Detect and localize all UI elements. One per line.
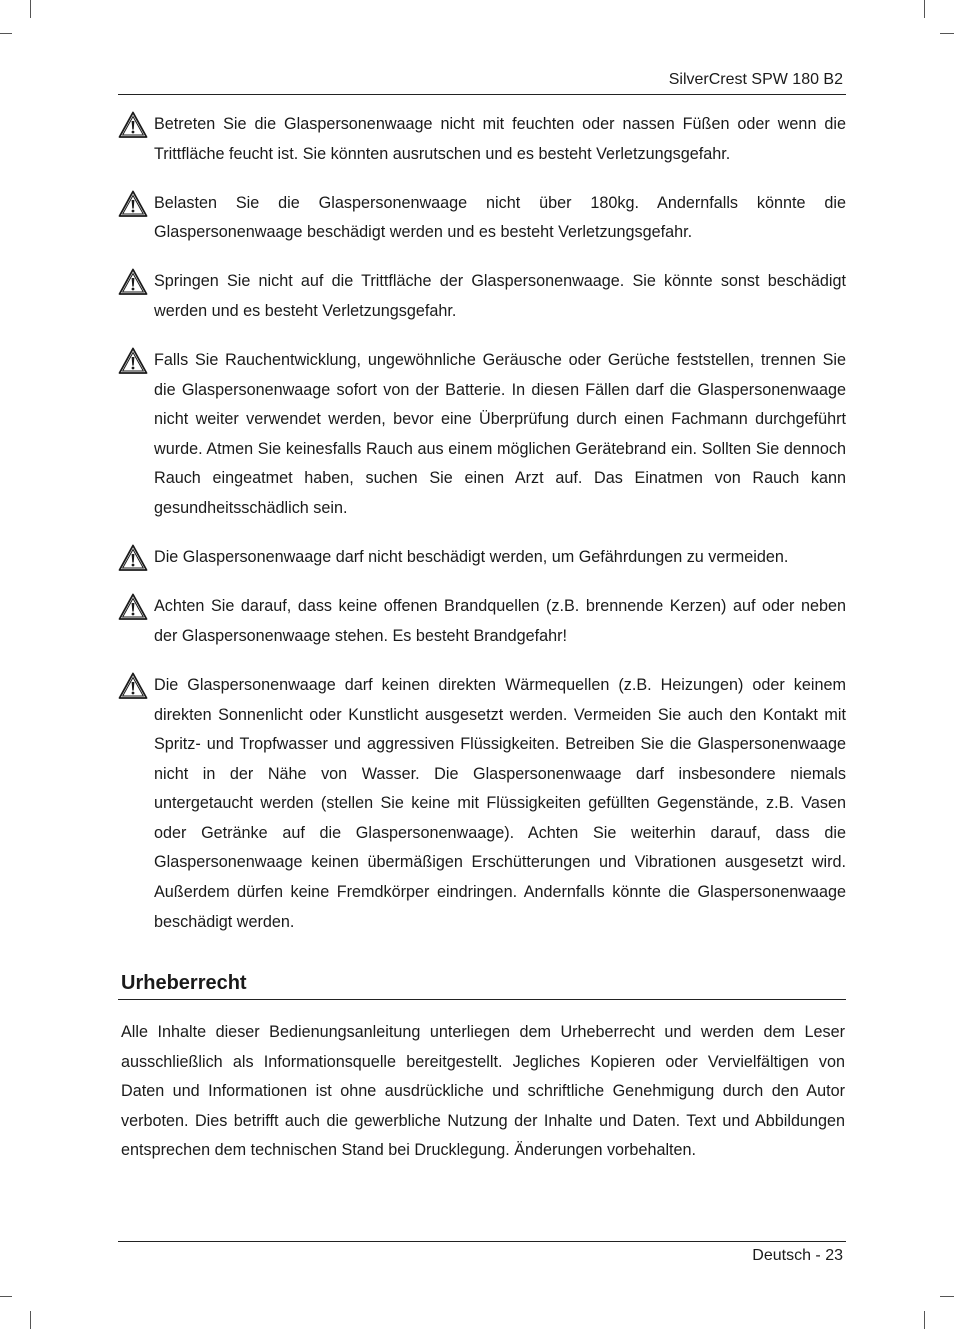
header-title: SilverCrest SPW 180 B2	[668, 71, 843, 88]
warning-triangle-icon	[118, 592, 148, 622]
warning-text: Die Glaspersonenwaage darf nicht beschädigt werden, um Gefährdungen zu vermeiden.	[154, 548, 789, 567]
crop-mark	[924, 1311, 925, 1329]
crop-mark	[30, 1311, 31, 1329]
warning-text: Betreten Sie die Glaspersonenwaage nicht mit feuchten oder nassen Füßen oder wenn die Trittfläche feucht ist. Sie könnten ausrutschen und es besteht Verletzungsgefahr.	[154, 115, 846, 163]
warning-item	[118, 592, 846, 651]
section-body: Alle Inhalte dieser Bedienungsanleitung unterliegen dem Urheberrecht und werden dem Leser ausschließlich als Informationsquelle bereitgestellt. Jegliches Kopieren oder Vervielfältigen von Daten und Informationen ist ohne ausdrückliche und schriftliche Genehmigung durch den Autor verboten. Dies betrifft auch die gewerbliche Nutzung der Inhalte und Daten. Text und Abbildungen entsprechen dem technischen Stand bei Drucklegung. Änderungen vorbehalten.	[121, 1023, 845, 1160]
warning-item	[118, 189, 846, 248]
warning-text: Falls Sie Rauchentwicklung, ungewöhnliche Geräusche oder Gerüche feststellen, trennen Sie die Glaspersonenwaage sofort von der Batterie. In diesen Fällen darf die Glaspersonenwaage nicht weiter verwendet werden, bevor eine Überprüfung durch einen Fachmann durchgeführt wurde. Atmen Sie keinesfalls Rauch aus einem möglichen Gerätebrand ein. Sollten Sie dennoch Rauch eingeatmet haben, suchen Sie einen Arzt auf. Das Einatmen von Rauch kann gesundheitsschädlich sein.	[154, 351, 846, 518]
page-number: Deutsch - 23	[752, 1247, 843, 1264]
warning-text: Springen Sie nicht auf die Trittfläche der Glaspersonenwaage. Sie könnte sonst beschädigt werden und es besteht Verletzungsgefahr.	[154, 272, 846, 320]
warning-item	[118, 110, 846, 169]
section-rule	[118, 999, 846, 1000]
warning-triangle-icon	[118, 189, 148, 219]
warning-triangle-icon	[118, 671, 148, 701]
warning-text: Die Glaspersonenwaage darf keinen direkten Wärmequellen (z.B. Heizungen) oder keinem direkten Sonnenlicht oder Kunstlicht ausgesetzt werden. Vermeiden Sie auch den Kontakt mit Spritz- und Tropfwasser und aggressiven Flüssigkeiten. Betreiben Sie die Glaspersonenwaage nicht in der Nähe von Wasser. Die Glaspersonenwaage darf insbesondere niemals untergetaucht werden (stellen Sie keine mit Flüssigkeiten gefüllten Gegenstände, z.B. Vasen oder Getränke auf die Glaspersonenwaage). Achten Sie weiterhin darauf, dass die Glaspersonenwaage keinen übermäßigen Erschütterungen und Vibrationen ausgesetzt wird. Außerdem dürfen keine Fremdkörper eindringen. Andernfalls könnte die Glaspersonenwaage beschädigt werden.	[154, 675, 846, 931]
crop-mark	[924, 0, 925, 18]
header-rule	[118, 94, 846, 95]
warning-item	[118, 346, 846, 524]
warning-triangle-icon	[118, 267, 148, 297]
crop-mark	[0, 33, 12, 34]
warning-text: Achten Sie darauf, dass keine offenen Brandquellen (z.B. brennende Kerzen) auf oder neben der Glaspersonenwaage stehen. Es besteht Brandgefahr!	[154, 597, 846, 645]
crop-mark	[940, 33, 954, 34]
warning-triangle-icon	[118, 110, 148, 140]
warning-item	[118, 267, 846, 326]
warning-item	[118, 543, 846, 573]
warning-text: Belasten Sie die Glaspersonenwaage nicht über 180kg. Andernfalls könnte die Glaspersonenwaage beschädigt werden und es besteht Verletzungsgefahr.	[154, 193, 846, 242]
warning-triangle-icon	[118, 543, 148, 573]
footer-rule	[118, 1241, 846, 1242]
crop-mark	[0, 1296, 12, 1297]
warning-list	[118, 110, 846, 957]
warning-triangle-icon	[118, 346, 148, 376]
section-title: Urheberrecht	[121, 972, 247, 994]
crop-mark	[30, 0, 31, 18]
crop-mark	[940, 1296, 954, 1297]
warning-item	[118, 671, 846, 937]
